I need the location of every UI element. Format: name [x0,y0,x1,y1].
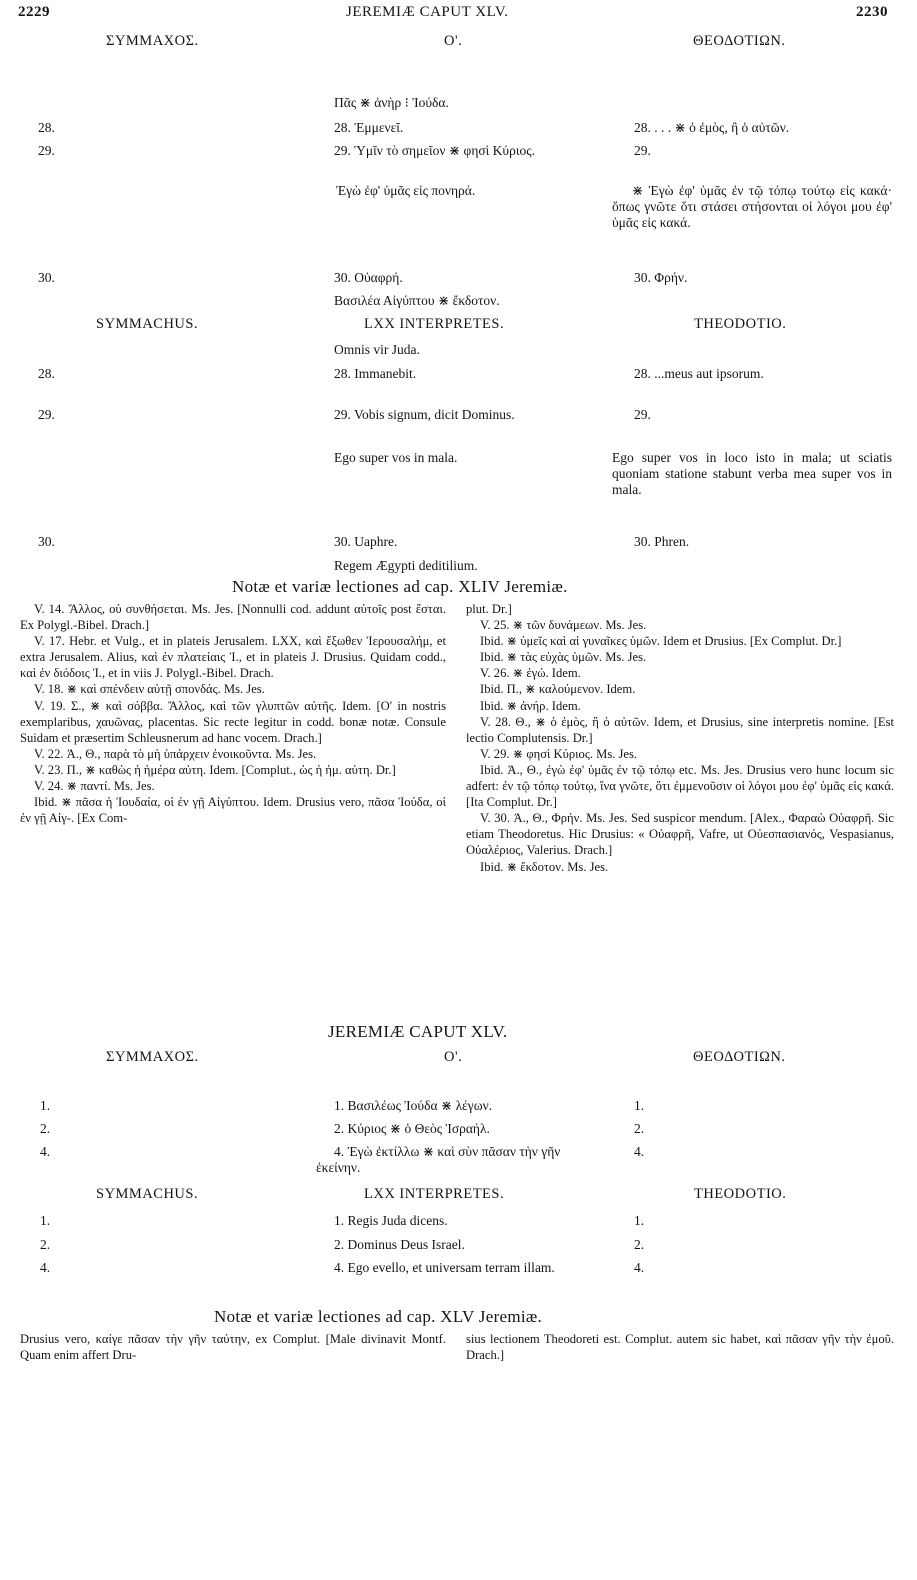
greek-theodotion-30: 30. Φρήν. [634,270,688,285]
chapter-title: JEREMIÆ CAPUT XLV. [328,1022,508,1041]
note-entry: sius lectionem Theodoreti est. Complut. autem sic habet, καὶ πᾶσαν γῆν τὴν ἐμοῦ. Drach.] [466,1332,894,1363]
latin-symmachus-29: 29. [38,407,55,422]
latin2-lxx-1: 1. Regis Juda dicens. [334,1213,448,1228]
latin2-symmachus-1: 1. [40,1213,51,1228]
note-entry: Drusius vero, καίγε πᾶσαν τὴν γῆν ταύτην, ex Complut. [Male divinavit Montf. Quam enim affert Dru- [20,1332,446,1363]
col-head-symmachus-latin: SYMMACHUS. [96,316,199,332]
note-entry: V. 19. Σ., ⋇ καὶ σόββα. Ἄλλος, καὶ τῶν γλυπτῶν αὐτῆς. Idem. [O' in nostris exemplaribus, χαυῶνας, placentas. Sic recte legitur in codd. bonæ notæ. Consule Suidam et præsertim Schleusnerum ad hanc vocem. Drach.] [20,698,446,745]
notes-left-column [20,601,446,826]
notes2-right-column [466,1331,894,1363]
greek-symmachus-29: 29. [38,143,55,158]
note-entry: Ibid. ⋇ πᾶσα ἡ Ἰουδαία, οἱ ἐν γῇ Αἰγύπτου. Idem. Drusius vero, πᾶσα Ἰούδα, οἱ ἐν γῇ Αἰγ-. [Ex Com- [20,795,446,826]
col-head-symmachus-greek: ΣΥΜΜΑΧΟΣ. [106,33,199,49]
note-entry: V. 26. ⋇ ἐγώ. Idem. [480,666,581,681]
note-entry: V. 24. ⋇ παντί. Ms. Jes. [34,779,155,794]
greek-lxx-verse-0: Πᾶς ⋇ ἀνὴρ ⁝ Ἰούδα. [334,95,449,110]
latin-theodotio-29b: Ego super vos in loco isto in mala; ut sciatis quoniam statione stabunt verba mea super vos in mala. [612,450,892,497]
greek2-theodotion-4: 4. [634,1144,645,1159]
note-entry: Ibid. ⋇ τὰς εὐχὰς ὑμῶν. Ms. Jes. [480,650,647,665]
note-entry: Ibid. ⋇ ὑμεῖς καὶ αἱ γυναῖκες ὑμῶν. Idem et Drusius. [Ex Complut. Dr.] [480,634,842,649]
running-title: JEREMIÆ CAPUT XLV. [346,4,509,20]
latin-symmachus-28: 28. [38,366,55,381]
greek2-lxx-1: 1. Βασιλέως Ἰούδα ⋇ λέγων. [334,1098,493,1113]
note-entry: V. 29. ⋇ φησὶ Κύριος. Ms. Jes. [480,746,638,761]
greek-theodotion-28: 28. . . . ⋇ ὁ ἐμὸς, ἢ ὁ αὐτῶν. [634,120,790,135]
latin-lxx-28: 28. Immanebit. [334,366,417,381]
note-entry: V. 14. Ἄλλος, οὐ συνθήσεται. Ms. Jes. [Nonnulli cod. addunt αὐτοῖς post ἔσται. Ex Polygl.-Bibel. Drach.] [20,602,446,633]
latin2-theodotio-1: 1. [634,1213,645,1228]
note-entry: V. 25. ⋇ τῶν δυνάμεων. Ms. Jes. [480,618,647,633]
note-entry: Ibid. Ἀ., Θ., ἐγὼ ἐφ' ὑμᾶς ἐν τῷ τόπῳ etc. Ms. Jes. Drusius vero hunc locum sic adfert: ἐν τῷ τόπῳ τούτῳ, ἵνα γνῶτε, ὅτι ἐμμενοῦσιν οἱ λόγοι μου ἐφ' ὑμᾶς εἰς κακά. [Ita Complut. Dr.] [466,762,894,810]
greek2-theodotion-1: 1. [634,1098,645,1113]
greek-theodotion-29b: ⋇ Ἐγὼ ἐφ' ὑμᾶς ἐν τῷ τόπῳ τούτῳ εἰς κακά· ὅπως γνῶτε ὅτι στάσει στήσονται οἱ λόγοι μου ἐφ' ὑμᾶς εἰς κακά. [612,183,892,230]
latin-symmachus-30: 30. [38,534,55,549]
greek-theodotion-29: 29. [634,143,651,158]
greek2-lxx-2: 2. Κύριος ⋇ ὁ Θεὸς Ἰσραήλ. [334,1121,490,1136]
page-number-left: 2229 [18,4,50,20]
latin2-lxx-2: 2. Dominus Deus Israel. [334,1237,465,1252]
greek2-symmachus-4: 4. [40,1144,51,1159]
latin-theodotio-29: 29. [634,407,651,422]
note-entry: V. 22. Ἀ., Θ., παρὰ τὸ μὴ ὑπάρχειν ἐνοικοῦντα. Ms. Jes. [34,746,317,761]
greek2-symmachus-1: 1. [40,1098,51,1113]
note-entry: Ibid. ⋇ ἀνήρ. Idem. [480,698,581,713]
note-entry: V. 30. Ἀ., Θ., Φρήν. Ms. Jes. Sed suspicor mendum. [Alex., Φαραὼ Οὐαφρῆ. Sic etiam Theodoretus. Hic Drusius: « Οὐαφρῆ, Vafre, ut Οὐεσπασιανός, Vespasianus, Οὐαλέριος, Valerius. Drach.] [466,811,894,858]
latin-lxx-verse-0: Omnis vir Juda. [334,342,420,357]
col-head-lxx-greek-2: O'. [444,1049,463,1065]
page-number-right: 2230 [856,4,888,20]
note-entry: V. 23. Π., ⋇ καθὼς ἡ ἡμέρα αὐτη. Idem. [Complut., ὡς ἡ ἡμ. αὐτη. Dr.] [34,762,396,777]
greek2-symmachus-2: 2. [40,1121,51,1136]
notes-title-cap-45: Notæ et variæ lectiones ad cap. XLV Jeremiæ. [214,1307,543,1326]
col-head-lxx-greek: O'. [444,33,463,49]
note-entry: V. 28. Θ., ⋇ ὁ ἐμὸς, ἢ ὁ αὐτῶν. Idem, et Drusius, sine interpretis nomine. [Est lectio Complutensis. Dr.] [466,714,894,745]
col-head-theodotion-greek: ΘΕΟΔΟΤΙΩΝ. [693,33,786,49]
greek-symmachus-30: 30. [38,270,55,285]
latin2-symmachus-4: 4. [40,1260,51,1275]
latin-lxx-29b: Ego super vos in mala. [334,450,458,465]
greek-lxx-29: 29. Ὑμῖν τὸ σημεῖον ⋇ φησὶ Κύριος. [334,143,535,158]
notes2-left-column [20,1331,446,1363]
latin2-theodotio-2: 2. [634,1237,645,1252]
latin-lxx-30: 30. Uaphre. [334,534,398,549]
col-head-theodotio-latin-2: THEODOTIO. [694,1186,787,1202]
greek2-lxx-4: 4. Ἐγὼ ἐκτίλλω ⋇ καὶ σὺν πᾶσαν τὴν γῆν ἐκείνην. [316,1144,561,1175]
note-entry: Ibid. ⋇ ἔκδοτον. Ms. Jes. [480,859,609,874]
notes-title-cap-44: Notæ et variæ lectiones ad cap. XLIV Jeremiæ. [232,577,568,596]
col-head-lxx-latin: LXX INTERPRETES. [364,316,505,332]
col-head-symmachus-latin-2: SYMMACHUS. [96,1186,199,1202]
latin2-theodotio-4: 4. [634,1260,645,1275]
note-entry: V. 17. Hebr. et Vulg., et in plateis Jerusalem. LXX, καὶ ἔξωθεν Ἱερουσαλήμ, et extra Jerusalem. Alius, καὶ ἐν πλατείαις Ἰ., et in plateis J. Drusius. Quidam codd., καὶ ἐν διόδοις Ἰ., et in viis J. Polygl.-Bibel. Drach. [20,634,446,681]
latin-theodotio-28: 28. ...meus aut ipsorum. [634,366,764,381]
col-head-theodotion-greek-2: ΘΕΟΔΟΤΙΩΝ. [693,1049,786,1065]
latin2-symmachus-2: 2. [40,1237,51,1252]
col-head-theodotio-latin: THEODOTIO. [694,316,787,332]
greek-lxx-29b: Ἐγὼ ἐφ' ὑμᾶς εἰς πονηρά. [336,183,476,198]
latin-theodotio-30: 30. Phren. [634,534,690,549]
col-head-lxx-latin-2: LXX INTERPRETES. [364,1186,505,1202]
notes-right-column [466,601,894,875]
note-entry: Ibid. Π., ⋇ καλούμενον. Idem. [480,682,636,697]
latin2-lxx-4: 4. Ego evello, et universam terram illam. [334,1260,555,1275]
greek-symmachus-28: 28. [38,120,55,135]
note-entry: V. 18. ⋇ καὶ σπένδειν αὐτῇ σπονδάς. Ms. Jes. [34,682,265,697]
greek-lxx-30: 30. Οὐαφρή. [334,270,403,285]
greek-lxx-30b: Βασιλέα Αἰγύπτου ⋇ ἔκδοτον. [334,293,500,308]
note-entry: plut. Dr.] [466,602,512,616]
latin-lxx-30b: Regem Ægypti deditilium. [334,558,478,573]
col-head-symmachus-greek-2: ΣΥΜΜΑΧΟΣ. [106,1049,199,1065]
greek-lxx-28: 28. Ἐμμενεῖ. [334,120,404,135]
greek2-theodotion-2: 2. [634,1121,645,1136]
latin-lxx-29: 29. Vobis signum, dicit Dominus. [334,407,515,422]
